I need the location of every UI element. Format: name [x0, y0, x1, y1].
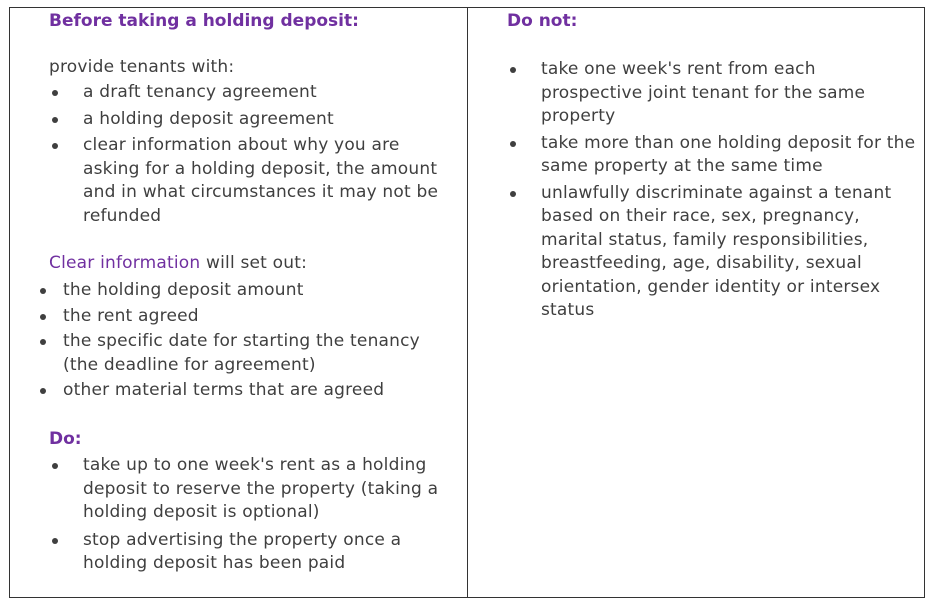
bullet-icon — [52, 463, 58, 469]
list-item — [63, 279, 453, 303]
list-item — [541, 58, 916, 129]
list-item — [83, 454, 453, 525]
list-item — [63, 305, 453, 329]
list-item-text: stop advertising the property once a holding deposit has been paid — [83, 529, 402, 573]
clear-info-list — [63, 279, 453, 403]
bullet-icon — [52, 117, 58, 123]
clear-info-intro — [49, 252, 307, 276]
list-item-text: the rent agreed — [63, 305, 199, 326]
bullet-icon — [510, 191, 516, 197]
list-item-text: take one week's rent from each prospective joint tenant for the same property — [541, 59, 866, 126]
before-deposit-heading: Before taking a holding deposit: — [49, 11, 359, 31]
list-item-text: unlawfully discriminate against a tenant based on their race, sex, pregnancy, marital status, family responsibilities, breastfeeding, age, disability, sexual orientation, gender identity or intersex status — [541, 182, 892, 320]
list-item — [63, 379, 453, 403]
guidance-table — [9, 7, 925, 598]
provide-intro: provide tenants with: — [49, 57, 235, 77]
bullet-icon — [510, 141, 516, 147]
do-heading: Do: — [49, 429, 82, 449]
bullet-icon — [40, 339, 46, 345]
bullet-icon — [510, 67, 516, 73]
list-item-text: clear information about why you are asking for a holding deposit, the amount and in what circumstances it may not be refunded — [83, 135, 439, 226]
clear-info-rest: will set out: — [200, 253, 308, 273]
right-column — [468, 8, 924, 597]
list-item-text: the holding deposit amount — [63, 280, 304, 300]
list-item — [541, 132, 916, 179]
list-item — [63, 330, 453, 377]
list-item — [83, 108, 453, 132]
provide-list — [83, 81, 453, 228]
bullet-icon — [52, 90, 58, 96]
list-item-text: the specific date for starting the tenancy (the deadline for agreement) — [63, 331, 420, 375]
do-list — [83, 454, 453, 576]
clear-information-link[interactable]: Clear information — [49, 253, 201, 273]
bullet-icon — [40, 288, 46, 294]
do-not-list — [541, 58, 916, 323]
do-not-heading: Do not: — [507, 11, 578, 31]
bullet-icon — [52, 143, 58, 149]
list-item — [83, 134, 453, 228]
list-item — [541, 182, 916, 323]
bullet-icon — [40, 388, 46, 394]
bullet-icon — [40, 314, 46, 320]
list-item-text: a draft tenancy agreement — [83, 82, 317, 102]
list-item-text: a holding deposit agreement — [83, 108, 334, 129]
left-column — [10, 8, 468, 597]
list-item-text: take up to one week's rent as a holding deposit to reserve the property (taking a holding deposit is optional) — [83, 455, 439, 522]
list-item — [83, 529, 453, 576]
list-item — [83, 81, 453, 105]
list-item-text: take more than one holding deposit for the same property at the same time — [541, 132, 916, 176]
list-item-text: other material terms that are agreed — [63, 380, 385, 400]
bullet-icon — [52, 538, 58, 544]
